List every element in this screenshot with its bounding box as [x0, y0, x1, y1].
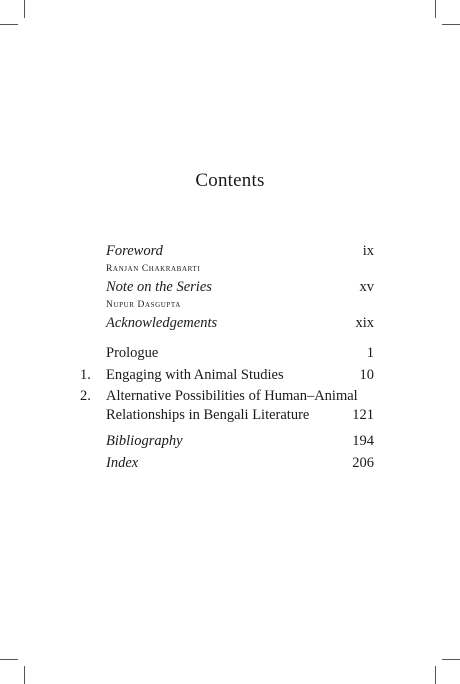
entry-label: Index [106, 455, 139, 471]
entry-label-continued: Relationships in Bengali Literature [106, 407, 310, 423]
entry-label: Note on the Series [106, 279, 212, 295]
crop-mark-bottom-left-h [0, 659, 18, 660]
entry-page: 121 [352, 407, 374, 423]
entry-label: Bibliography [106, 433, 183, 449]
crop-mark-top-left [24, 0, 25, 18]
entry-page: xv [359, 279, 374, 295]
page-title: Contents [195, 170, 265, 191]
entry-page: xix [355, 315, 374, 331]
entry-page: ix [362, 243, 374, 259]
crop-mark-bottom-left [24, 666, 25, 684]
entry-number: 2. [80, 388, 91, 404]
entry-label: Engaging with Animal Studies [106, 367, 284, 383]
entry-author: Ranjan Chakrabarti [106, 264, 201, 274]
entry-author: Nupur Dasgupta [106, 300, 181, 310]
entry-page: 194 [352, 433, 374, 449]
crop-mark-top-right-h [442, 24, 460, 25]
entry-page: 206 [352, 455, 374, 471]
crop-mark-bottom-right [435, 666, 436, 684]
crop-mark-top-left-h [0, 24, 18, 25]
entry-label: Acknowledgements [106, 315, 218, 331]
crop-mark-top-right [435, 0, 436, 18]
entry-label: Alternative Possibilities of Human–Animal [106, 388, 358, 404]
entry-label: Foreword [106, 243, 163, 259]
entry-label: Prologue [106, 345, 159, 361]
crop-mark-bottom-right-h [442, 659, 460, 660]
entry-number: 1. [80, 367, 91, 383]
entry-page: 10 [359, 367, 374, 383]
entry-page: 1 [366, 345, 374, 361]
